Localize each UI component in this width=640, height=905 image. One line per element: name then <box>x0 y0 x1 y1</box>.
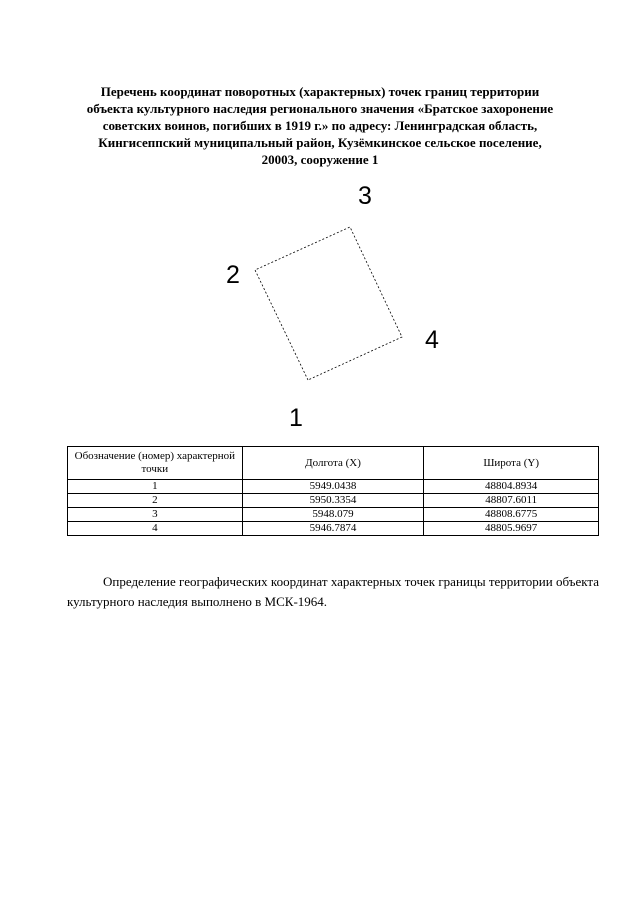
header-longitude: Долгота (X) <box>242 447 424 480</box>
point-label-4: 4 <box>425 326 439 354</box>
table-row <box>68 494 599 508</box>
cell-latitude: 48804.8934 <box>424 480 599 494</box>
title-line: объекта культурного наследия регионального значения «Братское захоронение <box>86 101 554 116</box>
table-row <box>68 522 599 536</box>
table-row <box>68 508 599 522</box>
document-title <box>60 83 580 168</box>
boundary-polygon <box>255 227 402 380</box>
cell-longitude: 5948.079 <box>242 508 424 522</box>
cell-latitude: 48808.6775 <box>424 508 599 522</box>
cell-point-number: 4 <box>68 522 243 536</box>
header-point-number: Обозначение (номер) характерной точки <box>68 447 243 480</box>
title-line: Перечень координат поворотных (характерных) точек границ территории <box>100 84 540 99</box>
cell-point-number: 2 <box>68 494 243 508</box>
title-line: Кингисеппский муниципальный район, Кузёмкинское сельское поселение, <box>98 135 542 150</box>
cell-longitude: 5946.7874 <box>242 522 424 536</box>
coordinate-system-note: Определение географических координат характерных точек границы территории объекта культурного наследия выполнено в МСК-1964. <box>67 574 599 609</box>
cell-longitude: 5949.0438 <box>242 480 424 494</box>
coordinates-table <box>67 446 599 536</box>
title-line: 20003, сооружение 1 <box>261 152 379 167</box>
cell-point-number: 3 <box>68 508 243 522</box>
header-latitude: Широта (Y) <box>424 447 599 480</box>
cell-point-number: 1 <box>68 480 243 494</box>
table-header-row <box>68 447 599 480</box>
point-label-3: 3 <box>358 182 372 210</box>
point-label-2: 2 <box>226 261 240 289</box>
boundary-diagram <box>0 170 640 440</box>
table-row <box>68 480 599 494</box>
cell-latitude: 48805.9697 <box>424 522 599 536</box>
title-line: советских воинов, погибших в 1919 г.» по адресу: Ленинградская область, <box>102 118 538 133</box>
cell-longitude: 5950.3354 <box>242 494 424 508</box>
cell-latitude: 48807.6011 <box>424 494 599 508</box>
point-label-1: 1 <box>289 404 303 432</box>
